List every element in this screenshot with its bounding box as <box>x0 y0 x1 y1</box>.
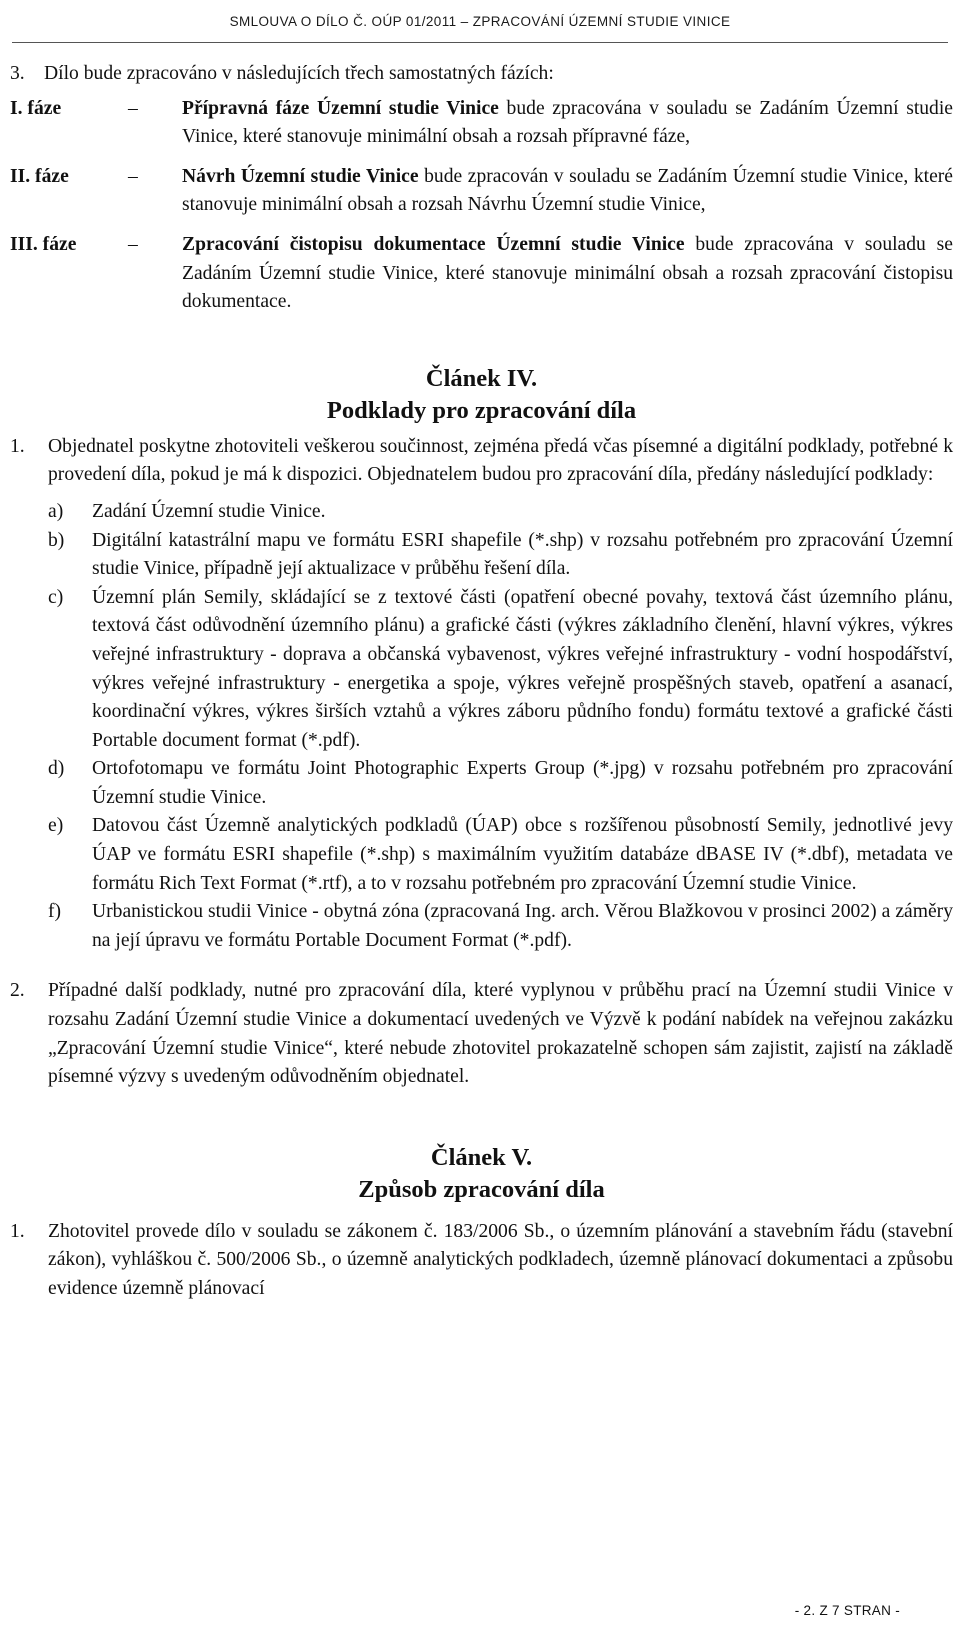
phase-title: Návrh Územní studie Vinice <box>182 165 419 187</box>
phase-description: bude zpracován v souladu se Zadáním Územní studie Vinice, které stanovuje minimální obsah a rozsah Návrhu Územní studie Vinice, <box>182 165 953 216</box>
point-3 <box>10 60 953 89</box>
phase-description: bude zpracována v souladu se Zadáním Územní studie Vinice, které stanovuje minimální obsah a rozsah přípravné fáze, <box>182 97 953 148</box>
phase-dash: – <box>128 97 138 119</box>
list-text: Zadání Územní studie Vinice. <box>92 500 326 522</box>
list-letter: e) <box>48 815 64 837</box>
point-number: 1. <box>10 1220 25 1242</box>
point-text: Případné další podklady, nutné pro zpracování díla, které vyplynou v průběhu prací na Územní studii Vinice v rozsahu Zadání Územní studie Vinice a dokumentací uvedených ve Výzvě k podání nabídek na veřejnou zakázku „Zpracování Územní studie Vinice“, které nebude zhotovitel prokazatelně schopen sám zajistit, zajistí na základě písemné výzvy s uvedeným odůvodněním objednatel. <box>48 980 953 1088</box>
list-text: Datovou část Územně analytických podkladů (ÚAP) obce s rozšířenou působností Semily, jednotlivé jevy ÚAP ve formátu ESRI shapefile (*.shp) s maximálním využitím databáze dBASE IV (*.dbf), metadata ve formátu Rich Text Format (*.rtf), a to v rozsahu potřebném pro zpracování Územní studie Vinice. <box>92 815 953 894</box>
phase-item <box>10 231 953 317</box>
point-number: 1. <box>10 435 25 457</box>
list-letter: f) <box>48 901 62 923</box>
list-letter: b) <box>48 529 65 551</box>
page-header <box>0 0 960 50</box>
phase-label: III. fáze <box>10 233 77 255</box>
phase-list <box>10 95 953 317</box>
phase-item <box>10 95 953 152</box>
list-letter: d) <box>48 758 65 780</box>
list-item <box>10 812 953 898</box>
list-item <box>10 898 953 955</box>
phase-dash: – <box>128 165 138 187</box>
point-text: Zhotovitel provede dílo v souladu se zákonem č. 183/2006 Sb., o územním plánování a stavebním řádu (stavební zákon), vyhláškou č. 500/2006 Sb., o územně analytických podkladech, územně plánovací dokumentaci a způsobu evidence územně plánovací <box>48 1220 953 1299</box>
phase-item <box>10 163 953 220</box>
article-5-heading: Článek V. <box>430 1143 533 1171</box>
article-4-subheading: Podklady pro zpracování díla <box>326 396 637 424</box>
article-4-heading: Článek IV. <box>425 364 538 392</box>
materials-list <box>10 498 953 956</box>
phase-title: Přípravná fáze Územní studie Vinice <box>182 97 499 119</box>
list-item <box>10 498 953 527</box>
header-title: SMLOUVA O DÍLO Č. OÚP 01/2011 – ZPRACOVÁNÍ ÚZEMNÍ STUDIE VINICE <box>229 14 731 29</box>
phase-label: I. fáze <box>10 97 62 119</box>
document-body <box>10 60 953 1304</box>
list-text: Územní plán Semily, skládající se z textové části (opatření obecné povahy, textová část územního plánu, textová část odůvodnění územního plánu) a grafické části (výkres základního členění, hlavní výkres, výkres veřejné infrastruktury - doprava a občanská vybavenost, výkres veřejné infrastruktury - vodní hospodářství, výkres veřejné infrastruktury - energetika a spoje, výkres veřejně prospěšných staveb, opatření a asanací, koordinační výkres, výkres širších vztahů a výkres záboru půdního fondu) formátu textové a grafické části Portable document format (*.pdf). <box>92 586 953 751</box>
page-number: - 2. Z 7 STRAN - <box>794 1603 900 1618</box>
list-text: Urbanistickou studii Vinice - obytná zóna (zpracovaná Ing. arch. Věrou Blažkovou v prosinci 2002) a záměry na její úpravu ve formátu Portable Document Format (*.pdf). <box>92 901 953 951</box>
list-text: Digitální katastrální mapu ve formátu ESRI shapefile (*.shp) v rozsahu potřebném pro zpracování Územní studie Vinice, případně její aktualizace v průběhu řešení díla. <box>92 529 953 580</box>
phase-label: II. fáze <box>10 165 69 187</box>
phase-description: bude zpracována v souladu se Zadáním Územní studie Vinice, které stanovuje minimální obsah a rozsah zpracování čistopisu dokumentace. <box>182 233 953 313</box>
article-4-point-1 <box>10 433 953 490</box>
article-5-point-1 <box>10 1218 953 1304</box>
list-text: Ortofotomapu ve formátu Joint Photographic Experts Group (*.jpg) v rozsahu potřebném pro zpracování Územní studie Vinice. <box>92 758 953 808</box>
point-number: 3. <box>10 63 25 84</box>
phase-title: Zpracování čistopisu dokumentace Územní studie Vinice <box>182 233 685 255</box>
list-item <box>10 527 953 584</box>
phase-dash: – <box>128 233 138 255</box>
article-4-point-2 <box>10 977 953 1091</box>
header-rule <box>12 42 948 43</box>
point-number: 2. <box>10 980 25 1002</box>
list-item <box>10 755 953 812</box>
list-letter: a) <box>48 500 64 522</box>
list-item <box>10 584 953 756</box>
point-text: Objednatel poskytne zhotoviteli veškerou součinnost, zejména předá včas písemné a digitální podklady, potřebné k provedení díla, pokud je má k dispozici. Objednatelem budou pro zpracování díla, předány následující podklady: <box>48 435 953 486</box>
article-5-subheading: Způsob zpracování díla <box>358 1175 605 1203</box>
list-letter: c) <box>48 586 64 608</box>
point-text: Dílo bude zpracováno v následujících třech samostatných fázích: <box>44 63 554 84</box>
